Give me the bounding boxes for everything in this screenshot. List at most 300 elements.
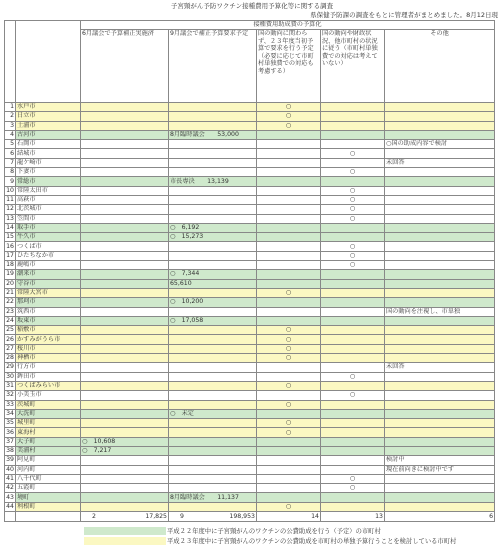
- row-number: 10: [6, 186, 14, 194]
- cell-september-budget: ○ 未定: [169, 409, 257, 418]
- cell-follow-trends: [321, 381, 385, 390]
- cell-follow-trends: [321, 307, 385, 316]
- municipality-name: 大子町: [16, 437, 81, 446]
- cell-fy23-budget: [257, 168, 321, 177]
- cell-other: [385, 344, 495, 353]
- cell-fy23-budget: [257, 261, 321, 270]
- cell-follow-trends: [321, 465, 385, 474]
- municipality-name: 北茨城市: [16, 205, 81, 214]
- total-c4: 13: [321, 512, 385, 522]
- row-number: 32: [6, 391, 14, 399]
- municipality-name: 鹿嶋市: [16, 261, 81, 270]
- cell-follow-trends: [321, 233, 385, 242]
- cell-follow-trends: [321, 354, 385, 363]
- survey-table: [4, 20, 495, 522]
- header-other: その他: [385, 30, 495, 103]
- cell-follow-trends: ○: [321, 168, 385, 177]
- row-number: 6: [5, 149, 16, 158]
- municipality-name: 下妻市: [16, 168, 81, 177]
- cell-september-budget: [169, 214, 257, 223]
- cell-fy23-budget: [257, 437, 321, 446]
- cell-other: [385, 474, 495, 483]
- table-row: [5, 288, 495, 297]
- row-number: 23: [6, 307, 14, 315]
- cell-june-budget: [81, 158, 169, 167]
- cell-fy23-budget: ○: [257, 400, 321, 409]
- cell-follow-trends: [321, 316, 385, 325]
- cell-september-budget: 8月臨時議会 11,137: [169, 493, 257, 502]
- cell-june-budget: [81, 186, 169, 195]
- municipality-name: 大洗町: [16, 409, 81, 418]
- municipality-name: 古河市: [16, 130, 81, 139]
- cell-september-budget: [169, 121, 257, 130]
- table-row: [5, 307, 495, 316]
- cell-september-budget: [169, 140, 257, 149]
- group-header: 接種費用助成費の予算化: [81, 21, 495, 30]
- row-number: 11: [6, 196, 14, 204]
- cell-september-budget: [169, 112, 257, 121]
- cell-september-budget: [169, 205, 257, 214]
- cell-follow-trends: ○: [321, 251, 385, 260]
- cell-september-budget: [169, 372, 257, 381]
- row-number: 17: [6, 251, 14, 259]
- table-row: [5, 168, 495, 177]
- municipality-name: 五霞町: [16, 484, 81, 493]
- cell-fy23-budget: ○: [257, 344, 321, 353]
- cell-september-budget: [169, 400, 257, 409]
- cell-june-budget: [81, 195, 169, 204]
- header-june-budget: 6月議会で予算補正実施済: [81, 30, 169, 103]
- municipality-name: つくばみらい市: [16, 381, 81, 390]
- cell-follow-trends: [321, 363, 385, 372]
- cell-follow-trends: [321, 121, 385, 130]
- row-number: 43: [6, 493, 14, 501]
- cell-june-budget: [81, 456, 169, 465]
- row-number: 22: [6, 298, 14, 306]
- cell-follow-trends: [321, 130, 385, 139]
- table-row: [5, 484, 495, 493]
- cell-september-budget: [169, 242, 257, 251]
- cell-other: [385, 400, 495, 409]
- cell-other: [385, 168, 495, 177]
- cell-other: [385, 298, 495, 307]
- cell-june-budget: [81, 484, 169, 493]
- total-c3: 14: [257, 512, 321, 522]
- table-row: [5, 465, 495, 474]
- cell-follow-trends: [321, 326, 385, 335]
- municipality-name: 笠間市: [16, 214, 81, 223]
- row-number: 34: [6, 409, 14, 417]
- row-number: 36: [6, 428, 14, 436]
- cell-fy23-budget: [257, 474, 321, 483]
- cell-other: [385, 261, 495, 270]
- cell-other: [385, 502, 495, 511]
- cell-other: [385, 177, 495, 186]
- row-number: 35: [6, 419, 14, 427]
- cell-other: 未回答: [385, 363, 495, 372]
- municipality-name: 常陸大宮市: [16, 288, 81, 297]
- table-row: [5, 103, 495, 112]
- municipality-name: 潮来市: [16, 270, 81, 279]
- cell-june-budget: [81, 344, 169, 353]
- row-number: 21: [6, 289, 14, 297]
- row-number: 18: [6, 261, 14, 269]
- row-number: 7: [5, 158, 16, 167]
- header-september-budget: 9月議会で補正予算要求予定: [169, 30, 257, 103]
- cell-other: [385, 409, 495, 418]
- municipality-name: 東海村: [16, 428, 81, 437]
- cell-fy23-budget: [257, 158, 321, 167]
- cell-september-budget: 市長専決 13,139: [169, 177, 257, 186]
- cell-september-budget: [169, 465, 257, 474]
- cell-june-budget: [81, 419, 169, 428]
- table-row: [5, 261, 495, 270]
- municipality-name: 那珂市: [16, 298, 81, 307]
- cell-september-budget: [169, 168, 257, 177]
- cell-other: [385, 233, 495, 242]
- cell-september-budget: [169, 484, 257, 493]
- cell-follow-trends: ○: [321, 186, 385, 195]
- cell-fy23-budget: [257, 307, 321, 316]
- cell-fy23-budget: [257, 493, 321, 502]
- page-title: 子宮頸がん予防ワクチン接種費用予算化等に関する調査: [170, 2, 334, 10]
- cell-september-budget: [169, 158, 257, 167]
- row-number: 16: [6, 242, 14, 250]
- cell-follow-trends: [321, 288, 385, 297]
- cell-june-budget: [81, 493, 169, 502]
- cell-follow-trends: [321, 493, 385, 502]
- table-row: [5, 316, 495, 325]
- municipality-name: 城里町: [16, 419, 81, 428]
- header-row: [5, 30, 495, 103]
- cell-other: [385, 419, 495, 428]
- row-number: 40: [6, 465, 14, 473]
- table-row: [5, 270, 495, 279]
- cell-june-budget: [81, 223, 169, 232]
- cell-fy23-budget: [257, 270, 321, 279]
- table-row: [5, 251, 495, 260]
- cell-follow-trends: ○: [321, 214, 385, 223]
- table-body: [5, 103, 495, 512]
- cell-fy23-budget: [257, 279, 321, 288]
- cell-june-budget: [81, 307, 169, 316]
- legend-yellow-swatch: [84, 537, 166, 545]
- cell-follow-trends: [321, 112, 385, 121]
- cell-june-budget: [81, 270, 169, 279]
- cell-fy23-budget: ○: [257, 288, 321, 297]
- cell-june-budget: ○ 7,217: [81, 446, 169, 455]
- municipality-name: かすみがうら市: [16, 335, 81, 344]
- cell-other: [385, 354, 495, 363]
- table-row: [5, 409, 495, 418]
- table-row: [5, 242, 495, 251]
- total-other: 6: [385, 512, 495, 522]
- table-row: [5, 344, 495, 353]
- cell-september-budget: [169, 307, 257, 316]
- cell-fy23-budget: [257, 316, 321, 325]
- row-number: 29: [6, 363, 14, 371]
- cell-june-budget: [81, 409, 169, 418]
- cell-follow-trends: [321, 335, 385, 344]
- cell-fy23-budget: ○: [257, 335, 321, 344]
- cell-june-budget: [81, 391, 169, 400]
- row-number: 33: [6, 400, 14, 408]
- municipality-name: 取手市: [16, 223, 81, 232]
- table-row: [5, 372, 495, 381]
- header-fy23-budget: 国の動向に関わらず、２３年度当初予算で要求を行う予定（必要に応じて市町村単独費での対応も考慮する）: [257, 30, 321, 103]
- cell-fy23-budget: ○: [257, 112, 321, 121]
- cell-follow-trends: [321, 502, 385, 511]
- cell-follow-trends: ○: [321, 372, 385, 381]
- cell-follow-trends: [321, 344, 385, 353]
- cell-other: [385, 391, 495, 400]
- cell-june-budget: [81, 261, 169, 270]
- cell-follow-trends: ○: [321, 242, 385, 251]
- cell-fy23-budget: [257, 149, 321, 158]
- cell-september-budget: [169, 103, 257, 112]
- cell-other: [385, 493, 495, 502]
- cell-fy23-budget: [257, 251, 321, 260]
- cell-fy23-budget: ○: [257, 502, 321, 511]
- municipality-name: 神栖市: [16, 354, 81, 363]
- row-number: 12: [6, 205, 14, 213]
- cell-june-budget: [81, 298, 169, 307]
- table-row: [5, 335, 495, 344]
- legend-yellow: 平成２３年度中に子宮頸がんのワクチンの公費助成を市町村の単独予算行うことを検討している市町村: [84, 537, 456, 546]
- table-row: [5, 391, 495, 400]
- municipality-name: 利根町: [16, 502, 81, 511]
- cell-fy23-budget: [257, 195, 321, 204]
- municipality-name: 日立市: [16, 112, 81, 121]
- cell-fy23-budget: [257, 140, 321, 149]
- cell-september-budget: 65,610: [169, 279, 257, 288]
- municipality-name: 境町: [16, 493, 81, 502]
- cell-september-budget: [169, 354, 257, 363]
- cell-september-budget: [169, 288, 257, 297]
- cell-september-budget: ○ 6,192: [169, 223, 257, 232]
- cell-june-budget: [81, 121, 169, 130]
- legend-green-swatch: [84, 527, 166, 535]
- cell-follow-trends: [321, 223, 385, 232]
- cell-september-budget: [169, 446, 257, 455]
- cell-june-budget: [81, 474, 169, 483]
- cell-september-budget: [169, 474, 257, 483]
- cell-june-budget: [81, 363, 169, 372]
- cell-follow-trends: [321, 419, 385, 428]
- cell-other: [385, 279, 495, 288]
- cell-follow-trends: [321, 400, 385, 409]
- cell-follow-trends: [321, 158, 385, 167]
- cell-september-budget: ○ 7,344: [169, 270, 257, 279]
- row-number: 28: [6, 354, 14, 362]
- cell-june-budget: [81, 400, 169, 409]
- cell-june-budget: [81, 354, 169, 363]
- cell-september-budget: [169, 391, 257, 400]
- table-row: [5, 158, 495, 167]
- cell-june-budget: [81, 205, 169, 214]
- cell-june-budget: [81, 465, 169, 474]
- row-number: 4: [5, 130, 16, 139]
- cell-fy23-budget: [257, 214, 321, 223]
- municipality-name: 高萩市: [16, 195, 81, 204]
- cell-other: [385, 242, 495, 251]
- cell-fy23-budget: ○: [257, 121, 321, 130]
- municipality-name: 水戸市: [16, 103, 81, 112]
- cell-fy23-budget: [257, 298, 321, 307]
- cell-other: [385, 195, 495, 204]
- cell-september-budget: [169, 335, 257, 344]
- cell-other: [385, 288, 495, 297]
- cell-september-budget: [169, 251, 257, 260]
- cell-september-budget: [169, 502, 257, 511]
- cell-september-budget: [169, 326, 257, 335]
- municipality-name: 守谷市: [16, 279, 81, 288]
- cell-june-budget: [81, 428, 169, 437]
- table-row: [5, 428, 495, 437]
- cell-other: [385, 326, 495, 335]
- table-row: [5, 121, 495, 130]
- cell-june-budget: [81, 130, 169, 139]
- cell-june-budget: [81, 372, 169, 381]
- cell-other: 現在前向きに検討中です: [385, 465, 495, 474]
- group-header-row: [5, 21, 495, 30]
- cell-follow-trends: ○: [321, 205, 385, 214]
- cell-fy23-budget: [257, 233, 321, 242]
- cell-other: [385, 484, 495, 493]
- table-row: [5, 298, 495, 307]
- cell-fy23-budget: ○: [257, 326, 321, 335]
- cell-september-budget: [169, 437, 257, 446]
- row-number: 39: [6, 456, 14, 464]
- table-row: [5, 186, 495, 195]
- cell-fy23-budget: ○: [257, 419, 321, 428]
- table-row: [5, 456, 495, 465]
- cell-other: [385, 270, 495, 279]
- cell-june-budget: [81, 279, 169, 288]
- row-number: 19: [6, 270, 14, 278]
- row-number: 2: [5, 112, 16, 121]
- cell-other: [385, 381, 495, 390]
- municipality-name: 行方市: [16, 363, 81, 372]
- row-number: 8: [5, 168, 16, 177]
- cell-june-budget: [81, 288, 169, 297]
- table-row: [5, 437, 495, 446]
- cell-september-budget: [169, 149, 257, 158]
- table-row: [5, 493, 495, 502]
- row-number: 41: [6, 475, 14, 483]
- total-c2: 9 198,953: [169, 512, 257, 522]
- cell-follow-trends: [321, 456, 385, 465]
- table-row: [5, 223, 495, 232]
- cell-other: [385, 149, 495, 158]
- cell-fy23-budget: [257, 484, 321, 493]
- municipality-name: 石岡市: [16, 140, 81, 149]
- row-number: 31: [6, 382, 14, 390]
- row-number: 26: [6, 335, 14, 343]
- row-number: 20: [6, 279, 14, 287]
- cell-june-budget: [81, 242, 169, 251]
- cell-september-budget: ○ 17,058: [169, 316, 257, 325]
- row-number: 14: [6, 224, 14, 231]
- cell-follow-trends: ○: [321, 474, 385, 483]
- cell-september-budget: [169, 261, 257, 270]
- row-number: 15: [6, 233, 14, 241]
- row-number: 38: [6, 447, 14, 455]
- cell-june-budget: [81, 233, 169, 242]
- cell-follow-trends: [321, 140, 385, 149]
- cell-follow-trends: [321, 279, 385, 288]
- cell-follow-trends: [321, 437, 385, 446]
- cell-fy23-budget: [257, 205, 321, 214]
- cell-fy23-budget: [257, 186, 321, 195]
- cell-other: [385, 214, 495, 223]
- cell-september-budget: [169, 195, 257, 204]
- table-row: [5, 354, 495, 363]
- cell-fy23-budget: [257, 363, 321, 372]
- cell-september-budget: 8月臨時議会 53,000: [169, 130, 257, 139]
- cell-other: ○国の助成内容で検討: [385, 140, 495, 149]
- cell-fy23-budget: [257, 409, 321, 418]
- cell-other: [385, 130, 495, 139]
- cell-follow-trends: [321, 177, 385, 186]
- cell-fy23-budget: [257, 391, 321, 400]
- cell-june-budget: [81, 214, 169, 223]
- municipality-name: 桜川市: [16, 344, 81, 353]
- cell-follow-trends: [321, 428, 385, 437]
- table-row: [5, 279, 495, 288]
- table-row: [5, 381, 495, 390]
- cell-follow-trends: ○: [321, 484, 385, 493]
- row-number: 3: [5, 121, 16, 130]
- cell-other: [385, 335, 495, 344]
- cell-follow-trends: ○: [321, 261, 385, 270]
- table-row: [5, 474, 495, 483]
- municipality-name: 阿見町: [16, 456, 81, 465]
- cell-other: [385, 446, 495, 455]
- cell-follow-trends: [321, 446, 385, 455]
- totals-row: [5, 512, 495, 522]
- cell-june-budget: [81, 316, 169, 325]
- municipality-name: 土浦市: [16, 121, 81, 130]
- cell-follow-trends: [321, 103, 385, 112]
- cell-follow-trends: ○: [321, 391, 385, 400]
- total-c1: 2 17,825: [81, 512, 169, 522]
- cell-follow-trends: ○: [321, 195, 385, 204]
- cell-other: [385, 316, 495, 325]
- cell-fy23-budget: [257, 223, 321, 232]
- cell-other: 未回答: [385, 158, 495, 167]
- cell-fy23-budget: ○: [257, 428, 321, 437]
- cell-follow-trends: [321, 270, 385, 279]
- cell-september-budget: [169, 363, 257, 372]
- cell-june-budget: ○ 10,608: [81, 437, 169, 446]
- cell-september-budget: [169, 456, 257, 465]
- cell-june-budget: [81, 112, 169, 121]
- municipality-name: 結城市: [16, 149, 81, 158]
- cell-other: [385, 223, 495, 232]
- source-note: 県保健予防課の調査をもとに管理者がまとめました。8月12日現: [310, 11, 498, 19]
- cell-fy23-budget: [257, 446, 321, 455]
- cell-june-budget: [81, 140, 169, 149]
- cell-june-budget: [81, 335, 169, 344]
- row-number: 5: [5, 140, 16, 149]
- table-row: [5, 233, 495, 242]
- municipality-name: 牛久市: [16, 233, 81, 242]
- cell-fy23-budget: [257, 465, 321, 474]
- cell-follow-trends: ○: [321, 149, 385, 158]
- cell-fy23-budget: ○: [257, 381, 321, 390]
- cell-other: [385, 372, 495, 381]
